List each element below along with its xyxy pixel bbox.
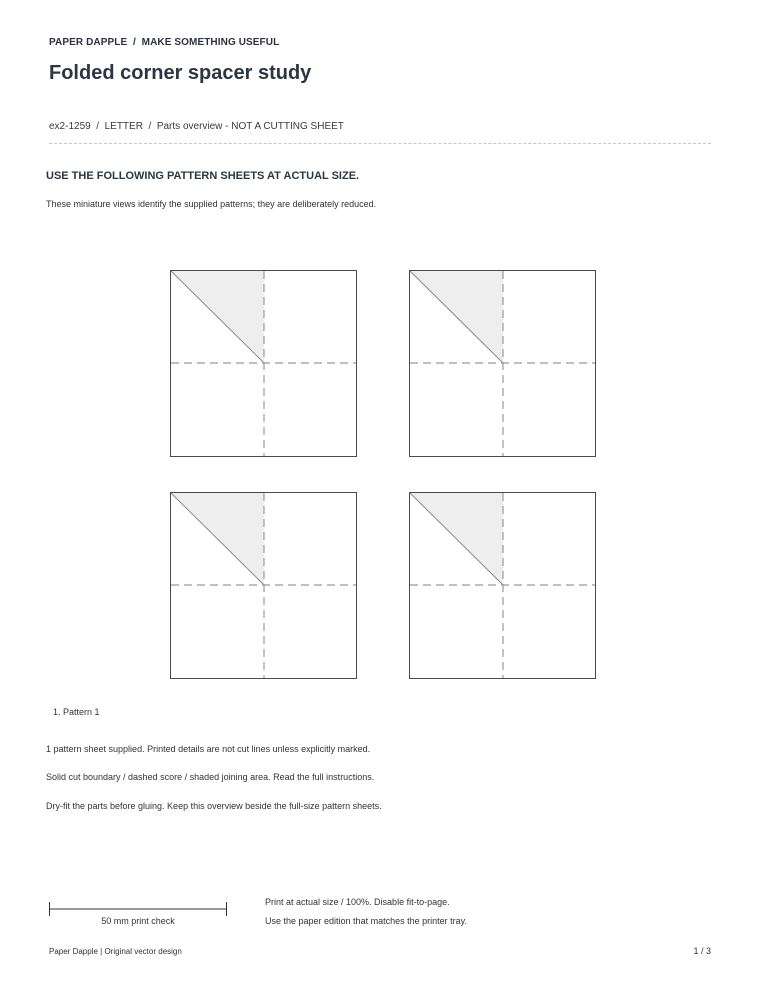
pattern-panel xyxy=(170,270,356,456)
note-text: Solid cut boundary / dashed score / shaded joining area. Read the full instructions. xyxy=(46,772,375,782)
intro-text: These miniature views identify the supplied patterns; they are deliberately reduced. xyxy=(46,199,377,209)
page-title: Folded corner spacer study xyxy=(49,62,312,84)
print-instruction: Print at actual size / 100%. Disable fit-to-page. xyxy=(265,897,450,907)
brand-line: PAPER DAPPLE / MAKE SOMETHING USEFUL xyxy=(49,37,280,48)
note-text: Dry-fit the parts before gluing. Keep this overview beside the full-size pattern sheets. xyxy=(46,801,382,811)
scale-bar xyxy=(49,902,227,916)
section-heading: USE THE FOLLOWING PATTERN SHEETS AT ACTUAL SIZE. xyxy=(46,170,360,182)
pattern-panel xyxy=(409,270,595,456)
pattern-panel xyxy=(170,492,356,678)
note-text: 1 pattern sheet supplied. Printed details are not cut lines unless explicitly marked. xyxy=(46,744,371,754)
page-number: 1 / 3 xyxy=(693,946,711,956)
document-meta: ex2-1259 / LETTER / Parts overview - NOT A CUTTING SHEET xyxy=(49,121,344,132)
print-instruction: Use the paper edition that matches the printer tray. xyxy=(265,916,467,926)
pattern-panel xyxy=(409,492,595,678)
footer-credit: Paper Dapple | Original vector design xyxy=(49,947,182,956)
header-divider xyxy=(49,143,711,144)
pattern-caption: 1. Pattern 1 xyxy=(53,707,100,717)
scale-bar-label: 50 mm print check xyxy=(101,916,175,926)
